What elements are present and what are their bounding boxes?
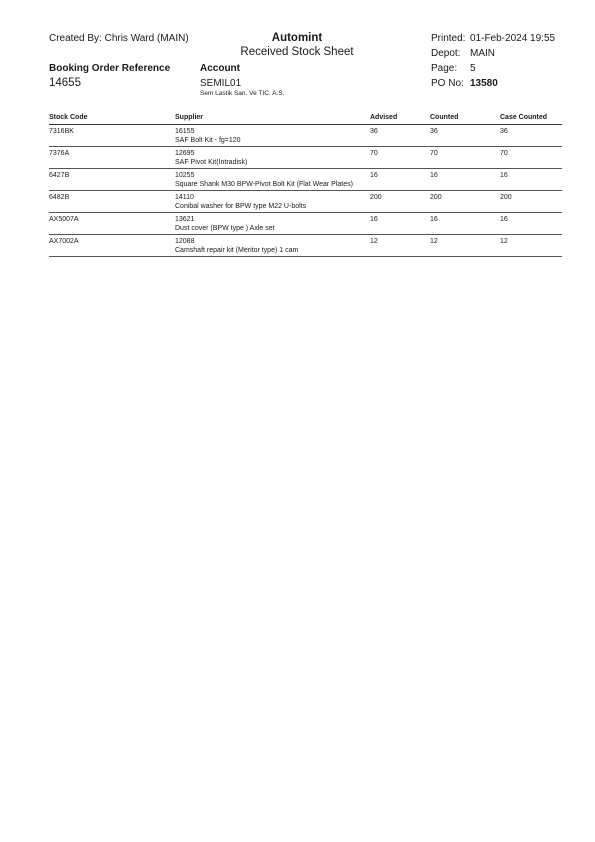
description: SAF Bolt Kit - fg=120 bbox=[175, 137, 241, 144]
created-by bbox=[49, 33, 189, 44]
table-row bbox=[49, 125, 562, 147]
stock-table bbox=[49, 114, 562, 257]
supplier: 16155 bbox=[175, 128, 195, 135]
table-row bbox=[49, 169, 562, 191]
printed-value: 01-Feb-2024 19:55 bbox=[470, 33, 556, 44]
supplier: 10255 bbox=[175, 172, 195, 179]
description: Conibal washer for BPW type M22 U-bolts bbox=[175, 203, 307, 210]
document-title: Received Stock Sheet bbox=[240, 46, 354, 58]
advised: 16 bbox=[370, 172, 378, 179]
advised: 200 bbox=[370, 194, 382, 201]
advised: 16 bbox=[370, 216, 378, 223]
stock-code: 7316BK bbox=[49, 128, 74, 135]
account-code: SEMIL01 bbox=[200, 78, 242, 89]
supplier: 14110 bbox=[175, 194, 194, 201]
counted: 16 bbox=[430, 216, 438, 223]
advised: 36 bbox=[370, 128, 378, 135]
description: Square Shank M30 BPW-Pivot Bolt Kit (Flat Wear Plates) bbox=[175, 181, 353, 188]
stock-code: 6427B bbox=[49, 172, 70, 179]
counted: 200 bbox=[430, 194, 442, 201]
case-counted: 16 bbox=[500, 216, 508, 223]
col-stock-code: Stock Code bbox=[49, 114, 88, 121]
col-supplier: Supplier bbox=[175, 114, 204, 121]
stock-code: 7376A bbox=[49, 150, 70, 157]
account-label: Account bbox=[200, 63, 240, 74]
description: Camshaft repair kit (Meritor type) 1 cam bbox=[175, 247, 299, 254]
supplier: 12695 bbox=[175, 150, 195, 157]
booking-label: Booking Order Reference bbox=[49, 63, 171, 74]
case-counted: 70 bbox=[500, 150, 508, 157]
description: SAF Pivot Kit(Intradisk) bbox=[175, 159, 248, 166]
po-label: PO No: bbox=[431, 78, 464, 89]
supplier: 12088 bbox=[175, 238, 195, 245]
case-counted: 200 bbox=[500, 194, 512, 201]
stock-code: AX7002A bbox=[49, 238, 79, 245]
table-row bbox=[49, 235, 562, 257]
page-label: Page: bbox=[431, 63, 458, 74]
po-value: 13580 bbox=[470, 78, 498, 89]
depot-label: Depot: bbox=[431, 48, 461, 59]
created-by-value: Chris Ward (MAIN) bbox=[104, 33, 189, 44]
stock-code: AX5007A bbox=[49, 216, 79, 223]
counted: 70 bbox=[430, 150, 438, 157]
table-row bbox=[49, 191, 562, 213]
case-counted: 16 bbox=[500, 172, 508, 179]
booking-value: 14655 bbox=[49, 77, 81, 89]
printed-label: Printed: bbox=[431, 33, 466, 44]
company-name: Automint bbox=[271, 32, 323, 44]
created-by-label: Created By: bbox=[49, 33, 102, 44]
counted: 36 bbox=[430, 128, 438, 135]
stock-code: 6482B bbox=[49, 194, 70, 201]
col-advised: Advised bbox=[370, 114, 398, 121]
account-name: Sem Lastik San. Ve TIC. A.S. bbox=[200, 90, 285, 97]
table-header bbox=[49, 114, 562, 125]
col-counted: Counted bbox=[430, 114, 459, 121]
counted: 16 bbox=[430, 172, 438, 179]
supplier: 13621 bbox=[175, 216, 195, 223]
advised: 70 bbox=[370, 150, 378, 157]
col-case-counted: Case Counted bbox=[500, 114, 548, 121]
depot-value: MAIN bbox=[470, 48, 495, 59]
advised: 12 bbox=[370, 238, 378, 245]
table-row bbox=[49, 147, 562, 169]
description: Dust cover (BPW type ) Axle set bbox=[175, 225, 275, 232]
case-counted: 12 bbox=[500, 238, 508, 245]
table-row bbox=[49, 213, 562, 235]
page-value: 5 bbox=[470, 63, 476, 74]
case-counted: 36 bbox=[500, 128, 508, 135]
counted: 12 bbox=[430, 238, 438, 245]
